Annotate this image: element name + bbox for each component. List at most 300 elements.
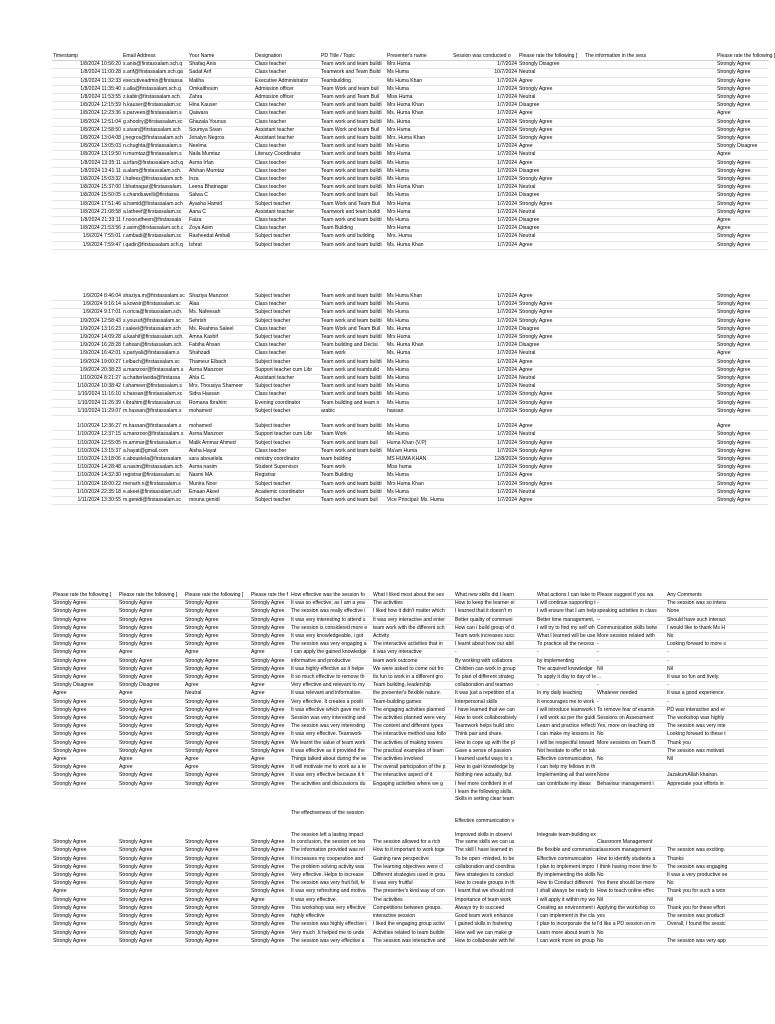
table-cell[interactable]: Strongly Agree <box>716 192 768 200</box>
table-cell[interactable]: Agree <box>250 682 290 690</box>
table-cell[interactable]: Teambuilding <box>320 77 386 85</box>
table-cell[interactable]: Strongly Agree <box>518 200 584 208</box>
table-cell[interactable]: Strongly Agree <box>716 94 768 102</box>
table-cell[interactable]: How to cope up with the pl <box>454 739 536 747</box>
table-cell[interactable]: Strongly Agree <box>250 608 290 616</box>
table-cell[interactable]: s.arif@firstassalam.sch.qa <box>122 69 188 77</box>
table-cell[interactable]: 1/7/2024 <box>452 217 518 225</box>
empty-cell[interactable] <box>518 271 584 278</box>
table-cell[interactable]: 1/9/2024 16:28:28 <box>52 342 122 350</box>
table-cell[interactable]: Strongly Agree <box>118 731 184 739</box>
table-cell[interactable]: 1/8/2024 13:04:08 <box>52 135 122 143</box>
table-cell[interactable]: Subject teacher <box>254 439 320 447</box>
table-cell[interactable]: Designation <box>254 53 320 61</box>
table-cell[interactable]: Strongly Agree <box>52 937 118 945</box>
table-cell[interactable]: h.kauser@firstassalam.sc <box>122 102 188 110</box>
table-cell[interactable]: Looking forward to more s <box>666 641 768 649</box>
table-cell[interactable]: Vice Principal: Ms. Huma <box>386 497 452 505</box>
table-cell[interactable]: Mrs Huma Khan <box>386 184 452 192</box>
table-cell[interactable]: I will continue supporting t <box>537 600 596 607</box>
table-cell[interactable] <box>584 61 716 69</box>
table-cell[interactable]: Team work and team buil <box>320 439 386 447</box>
table-cell[interactable]: Class teacher <box>254 69 320 77</box>
table-cell[interactable]: Mrs Huma <box>386 126 452 134</box>
table-cell[interactable]: Ms. Huma <box>386 325 452 333</box>
table-cell[interactable]: The presenter's kind way of con <box>372 888 454 896</box>
table-cell[interactable]: Ishrat <box>188 241 254 249</box>
table-cell[interactable]: By working with collabora <box>454 657 536 665</box>
table-cell[interactable]: s.parveen@firstassalam.s <box>122 110 188 118</box>
empty-cell[interactable] <box>122 257 188 264</box>
table-cell[interactable]: Strongly Agree <box>716 488 768 496</box>
table-cell[interactable]: Strongly Agree <box>250 880 290 888</box>
table-cell[interactable]: Agree <box>184 649 250 657</box>
table-cell[interactable]: Qaiwara <box>188 110 254 118</box>
table-cell[interactable]: Team building, leadership <box>372 682 454 690</box>
table-cell[interactable]: Inza <box>188 176 254 184</box>
table-cell[interactable]: I can help my fellows in th <box>537 764 596 771</box>
table-cell[interactable]: Class teacher <box>254 61 320 69</box>
table-cell[interactable]: Class teacher <box>254 325 320 333</box>
table-cell[interactable]: Team work and team buildi <box>320 61 386 69</box>
table-cell[interactable]: Team Work and team Buil <box>320 126 386 134</box>
table-cell[interactable]: Strongly Agree <box>52 764 118 772</box>
table-cell[interactable]: In my daily teaching <box>536 690 596 698</box>
table-cell[interactable]: More sessions on Team B <box>596 739 666 747</box>
empty-cell[interactable] <box>716 249 768 257</box>
table-cell[interactable]: Strongly Agree <box>184 913 250 921</box>
table-cell[interactable]: Engaging activities where we g <box>372 780 454 788</box>
empty-cell[interactable] <box>52 803 118 810</box>
empty-cell[interactable] <box>596 825 666 832</box>
table-cell[interactable]: Agree <box>716 423 768 431</box>
table-cell[interactable]: Agree <box>518 241 584 249</box>
table-cell[interactable]: Agree <box>716 350 768 358</box>
empty-cell[interactable] <box>118 803 184 810</box>
table-cell[interactable]: - <box>666 657 768 665</box>
empty-cell[interactable] <box>596 803 666 810</box>
table-cell[interactable]: 1/7/2024 <box>452 431 518 439</box>
table-cell[interactable]: Neelma <box>188 143 254 151</box>
table-cell[interactable]: Class teacher <box>254 342 320 350</box>
empty-cell[interactable] <box>372 832 454 839</box>
table-cell[interactable]: Effective communication <box>536 855 596 863</box>
empty-cell[interactable] <box>250 803 290 810</box>
table-cell[interactable]: informative and productive <box>290 657 372 665</box>
table-cell[interactable]: Strongly Agree <box>518 447 584 455</box>
empty-cell[interactable] <box>596 810 666 817</box>
table-cell[interactable]: Better time management, <box>537 616 595 623</box>
table-cell[interactable]: Strongly Agree <box>716 85 768 93</box>
table-cell[interactable]: Mrs. Thousiya Shameer <box>188 383 254 391</box>
table-cell[interactable] <box>666 764 768 772</box>
table-cell[interactable]: Ms Huma Khan <box>386 77 452 85</box>
table-cell[interactable]: Class teacher <box>254 118 320 126</box>
table-cell[interactable]: Team work <box>320 464 386 472</box>
table-cell[interactable]: Mrs Huma Khan <box>386 102 452 110</box>
table-cell[interactable] <box>584 167 716 175</box>
table-cell[interactable]: 1/10/2024 8:21:27 <box>52 375 122 383</box>
table-cell[interactable]: Subject teacher <box>254 241 320 249</box>
table-cell[interactable] <box>584 159 716 167</box>
table-cell[interactable]: 1/7/2024 <box>452 143 518 151</box>
table-cell[interactable]: 1/10/2024 12:36:27 <box>52 423 122 431</box>
empty-cell[interactable] <box>452 279 518 286</box>
table-cell[interactable]: 1/7/2024 <box>452 208 518 216</box>
table-cell[interactable]: a.kowsir@firstassalam.sc <box>122 301 188 309</box>
table-cell[interactable]: Class teacher <box>254 217 320 225</box>
empty-cell[interactable] <box>320 257 386 264</box>
table-cell[interactable]: 1/9/2024 16:42:01 <box>52 350 122 358</box>
empty-cell[interactable] <box>386 271 452 278</box>
table-cell[interactable]: 1/7/2024 <box>452 61 518 69</box>
table-cell[interactable]: Strongly Agree <box>250 715 290 723</box>
table-cell[interactable]: Disagree <box>518 342 584 350</box>
table-cell[interactable]: Strongly Agree <box>118 780 184 788</box>
table-cell[interactable]: Strongly Agree <box>52 633 118 641</box>
table-cell[interactable]: PD Title / Topic <box>320 53 386 61</box>
table-cell[interactable]: Academic coordinator <box>254 488 320 496</box>
table-cell[interactable]: Strongly Agree <box>518 334 584 342</box>
table-cell[interactable]: Assistant teacher <box>254 375 320 383</box>
empty-cell[interactable] <box>666 810 768 817</box>
table-cell[interactable]: Strongly Agree <box>716 61 768 69</box>
empty-cell[interactable] <box>118 825 184 832</box>
table-cell[interactable]: Strongly Agree <box>716 366 768 374</box>
empty-cell[interactable] <box>52 264 122 271</box>
empty-cell[interactable] <box>716 271 768 278</box>
table-cell[interactable]: The engaging activities planned <box>372 706 454 714</box>
table-cell[interactable]: Ms Huma <box>386 301 452 309</box>
table-cell[interactable]: Strongly Agree <box>118 929 184 937</box>
table-cell[interactable]: Strongly Agree <box>118 904 184 912</box>
empty-cell[interactable] <box>52 257 122 264</box>
table-cell[interactable]: I liked the engaging group activi <box>372 921 454 929</box>
table-cell[interactable]: Subject teacher <box>254 407 320 415</box>
empty-cell[interactable] <box>188 264 254 271</box>
table-cell[interactable]: g.shoolry@firstassalam.sc <box>122 118 188 126</box>
empty-cell[interactable] <box>254 286 320 293</box>
table-cell[interactable]: I learn the following skills, <box>455 788 513 795</box>
table-cell[interactable]: Strongly Agree <box>250 888 290 896</box>
table-cell[interactable]: Strongly Agree <box>716 497 768 505</box>
table-cell[interactable]: Huma Khan (V.P) <box>386 439 452 447</box>
table-cell[interactable]: Agree <box>184 682 250 690</box>
table-cell[interactable]: Strongly Agree <box>250 706 290 714</box>
table-cell[interactable]: Strongly Agree <box>518 391 584 399</box>
table-cell[interactable]: Strongly Agree <box>518 439 584 447</box>
table-cell[interactable]: I think having more time fo <box>596 863 666 871</box>
table-cell[interactable] <box>584 69 716 77</box>
empty-cell[interactable] <box>290 818 372 825</box>
table-cell[interactable]: 1/7/2024 <box>452 488 518 496</box>
table-cell[interactable]: Shaziya Manzoor <box>188 293 254 301</box>
table-cell[interactable]: Strongly Agree <box>716 464 768 472</box>
table-cell[interactable]: Strongly Agree <box>184 863 250 871</box>
table-cell[interactable]: 1/7/2024 <box>452 447 518 455</box>
table-cell[interactable]: I can make my lessons in <box>537 731 595 738</box>
table-cell[interactable]: Team Work and Team Buil <box>320 200 386 208</box>
table-cell[interactable]: Strongly Agree <box>52 913 118 921</box>
table-cell[interactable]: - <box>536 649 596 657</box>
table-cell[interactable]: Strongly Agree <box>184 665 250 673</box>
table-cell[interactable]: Please rate the following [ <box>717 53 775 59</box>
table-cell[interactable]: Strongly Agree <box>118 896 184 904</box>
table-cell[interactable]: Ms. Reahma Saleel <box>188 325 254 333</box>
table-cell[interactable] <box>584 375 716 383</box>
table-cell[interactable]: 1/7/2024 <box>452 497 518 505</box>
table-cell[interactable]: 1/7/2024 <box>452 350 518 358</box>
table-cell[interactable]: What I liked most about the ses <box>372 592 454 600</box>
table-cell[interactable]: Teamwork and team buildi <box>320 208 386 216</box>
table-cell[interactable]: The content and different types <box>372 723 454 731</box>
table-cell[interactable]: 1/10/2024 22:35:18 <box>52 488 122 496</box>
table-cell[interactable]: 1/7/2024 <box>452 102 518 110</box>
empty-cell[interactable] <box>452 249 518 257</box>
table-cell[interactable]: Learn and practice reflecti <box>537 723 596 730</box>
table-cell[interactable]: Strongly Agree <box>184 847 250 855</box>
table-cell[interactable]: Team Work <box>320 431 386 439</box>
table-cell[interactable]: I learned that it doesn't m <box>454 608 536 616</box>
empty-cell[interactable] <box>184 810 250 817</box>
empty-cell[interactable] <box>122 264 188 271</box>
table-cell[interactable]: I will apply it within my wo <box>537 896 596 903</box>
table-cell[interactable]: 1/9/2024 20:38:23 <box>52 366 122 374</box>
table-cell[interactable]: Strongly Agree <box>118 863 184 871</box>
table-cell[interactable]: How to work collaboratively <box>454 715 536 723</box>
table-cell[interactable]: 1/8/2024 21:53:56 <box>52 225 122 233</box>
table-cell[interactable]: 1/8/2024 17:51:46 <box>52 200 122 208</box>
table-cell[interactable]: 1/7/2024 <box>452 85 518 93</box>
table-cell[interactable]: How can i build group of d <box>454 624 536 632</box>
table-cell[interactable]: Strongly Agree <box>250 855 290 863</box>
table-cell[interactable]: 1/8/2024 12:51:04 <box>52 118 122 126</box>
table-cell[interactable]: The session was highly effective i <box>290 921 372 929</box>
table-cell[interactable]: Munira Noor <box>188 480 254 488</box>
table-cell[interactable]: Strongly Agree <box>184 880 250 888</box>
table-cell[interactable]: Think pair and share. <box>454 731 536 739</box>
table-cell[interactable]: Strongly Agree <box>52 839 118 847</box>
empty-cell[interactable] <box>184 803 250 810</box>
table-cell[interactable]: PD was interactive and er <box>666 706 768 714</box>
table-cell[interactable]: Importance of team work <box>454 896 536 904</box>
empty-cell[interactable] <box>122 249 188 257</box>
table-cell[interactable]: How to create groups in th <box>454 880 536 888</box>
table-cell[interactable]: The session was very fruit full, fe <box>290 880 372 888</box>
table-cell[interactable]: r.saleel@firstassalam.sch <box>122 325 188 333</box>
table-cell[interactable]: Strongly Agree <box>184 633 250 641</box>
table-cell[interactable]: Team Building <box>320 225 386 233</box>
table-cell[interactable]: Strongly Agree <box>52 674 118 682</box>
table-cell[interactable]: Ahla C. <box>188 375 254 383</box>
table-cell[interactable]: Strongly Agree <box>118 657 184 665</box>
table-cell[interactable]: 1/8/2024 15:37:00 <box>52 184 122 192</box>
table-cell[interactable] <box>584 358 716 366</box>
table-cell[interactable]: Zahra <box>188 94 254 102</box>
empty-cell[interactable] <box>250 825 290 832</box>
table-cell[interactable]: Strongly Agree <box>52 600 118 608</box>
table-cell[interactable]: This workshop was very effective <box>290 904 372 912</box>
empty-cell[interactable] <box>452 264 518 271</box>
table-cell[interactable]: I can work more on group <box>537 937 595 944</box>
table-cell[interactable]: 1/7/2024 <box>452 439 518 447</box>
table-cell[interactable]: Evening coordinator <box>254 399 320 407</box>
table-cell[interactable]: Nil <box>596 896 666 904</box>
table-cell[interactable]: Ms Huma <box>386 391 452 399</box>
empty-cell[interactable] <box>584 416 716 424</box>
table-cell[interactable]: Strongly Agree <box>118 616 184 624</box>
table-cell[interactable]: Strongly Agree <box>518 456 584 464</box>
table-cell[interactable]: Team work and team buildi <box>320 317 386 325</box>
table-cell[interactable]: The session is considered more e <box>290 624 372 632</box>
table-cell[interactable]: 1/7/2024 <box>452 241 518 249</box>
table-cell[interactable]: Neutral <box>518 151 584 159</box>
table-cell[interactable]: Strongly Agree <box>118 674 184 682</box>
table-cell[interactable] <box>584 208 716 216</box>
table-cell[interactable]: It was effective as it provided the <box>290 747 372 755</box>
table-cell[interactable]: Ms Huma <box>386 159 452 167</box>
table-cell[interactable]: Strongly Agree <box>184 657 250 665</box>
table-cell[interactable] <box>584 85 716 93</box>
table-cell[interactable]: Timestamp <box>52 53 122 61</box>
table-cell[interactable]: Whatever needed <box>596 690 666 698</box>
table-cell[interactable]: What new skills did I learn <box>454 592 536 600</box>
empty-cell[interactable] <box>52 796 118 803</box>
table-cell[interactable]: Neutral <box>518 383 584 391</box>
table-cell[interactable]: Sessions on Assessment <box>596 715 666 723</box>
table-cell[interactable]: Asma Manzoor <box>188 431 254 439</box>
table-cell[interactable]: arabic <box>320 407 386 415</box>
table-cell[interactable]: I can implement in the cla <box>537 913 595 920</box>
table-cell[interactable]: Ms. Huma <box>386 118 452 126</box>
table-cell[interactable]: Ms Huma <box>386 472 452 480</box>
table-cell[interactable]: Thameur Elbach <box>188 358 254 366</box>
empty-cell[interactable] <box>254 257 320 264</box>
table-cell[interactable]: The session was very engaging a <box>290 641 372 649</box>
table-cell[interactable] <box>584 102 716 110</box>
table-cell[interactable]: Neutral <box>518 375 584 383</box>
table-cell[interactable]: To be open -minded, to be <box>454 855 536 863</box>
empty-cell[interactable] <box>320 249 386 257</box>
table-cell[interactable]: Neutral <box>518 350 584 358</box>
table-cell[interactable]: I gained skills in fostering <box>454 921 536 929</box>
table-cell[interactable] <box>584 488 716 496</box>
empty-cell[interactable] <box>254 279 320 286</box>
table-cell[interactable]: Interpersonal skills <box>454 698 536 706</box>
empty-cell[interactable] <box>122 279 188 286</box>
table-cell[interactable]: Class teacher <box>254 143 320 151</box>
table-cell[interactable]: Strongly Agree <box>184 698 250 706</box>
table-cell[interactable] <box>596 764 666 772</box>
table-cell[interactable]: Strongly Agree <box>716 77 768 85</box>
empty-cell[interactable] <box>716 264 768 271</box>
table-cell[interactable]: 1/10/2024 14:32:30 <box>52 472 122 480</box>
table-cell[interactable]: Team work and team buildi <box>320 334 386 342</box>
table-cell[interactable]: 1/7/2024 <box>452 366 518 374</box>
table-cell[interactable]: Any Comments <box>666 592 768 600</box>
table-cell[interactable]: It will motivate me to work as a te <box>290 764 372 772</box>
table-cell[interactable]: Subject teacher <box>254 497 320 505</box>
table-cell[interactable]: interactive session <box>372 913 454 921</box>
empty-cell[interactable] <box>666 825 768 832</box>
table-cell[interactable]: 1/7/2024 <box>452 77 518 85</box>
table-cell[interactable]: Strongly Agree <box>518 309 584 317</box>
table-cell[interactable]: Agree <box>118 690 184 698</box>
table-cell[interactable] <box>584 334 716 342</box>
table-cell[interactable]: Ms Huma <box>386 217 452 225</box>
table-cell[interactable]: Mrs Huma <box>386 225 452 233</box>
empty-cell[interactable] <box>372 810 454 817</box>
table-cell[interactable]: Strongly Agree <box>52 706 118 714</box>
table-cell[interactable]: Strongly Agree <box>118 747 184 755</box>
table-cell[interactable]: Please rate the following [ <box>184 592 250 600</box>
table-cell[interactable]: 1/7/2024 <box>452 423 518 431</box>
table-cell[interactable]: mohamed <box>188 407 254 415</box>
table-cell[interactable]: Always try to succeed <box>454 904 536 912</box>
table-cell[interactable]: It encourages me to work <box>537 698 595 705</box>
table-cell[interactable]: The overall participation of the p <box>372 764 454 772</box>
table-cell[interactable]: Team work and team buildi <box>320 241 386 249</box>
table-cell[interactable]: Gaining new perspective <box>372 855 454 863</box>
table-cell[interactable]: 1/11/2024 13:30:55 <box>52 497 122 505</box>
table-cell[interactable]: Admission officer <box>254 85 320 93</box>
empty-cell[interactable] <box>584 257 716 264</box>
table-cell[interactable] <box>584 325 716 333</box>
table-cell[interactable]: I'd like a PD session on m <box>596 921 666 929</box>
empty-cell[interactable] <box>320 264 386 271</box>
table-cell[interactable]: 1/9/2024 13:16:23 <box>52 325 122 333</box>
empty-cell[interactable] <box>184 825 250 832</box>
table-cell[interactable]: Team work and team buildi <box>320 488 386 496</box>
table-cell[interactable]: Strongly Agree <box>184 715 250 723</box>
table-cell[interactable]: More session related with <box>596 633 666 641</box>
empty-cell[interactable] <box>666 818 768 825</box>
table-cell[interactable]: Jonalyn Negros <box>188 135 254 143</box>
empty-cell[interactable] <box>452 286 518 293</box>
table-cell[interactable]: Strongly Agree <box>184 723 250 731</box>
table-cell[interactable]: Strongly Agree <box>184 780 250 788</box>
table-cell[interactable] <box>584 143 716 151</box>
table-cell[interactable]: Subject teacher <box>254 293 320 301</box>
table-cell[interactable]: Strongly Agree <box>250 633 290 641</box>
table-cell[interactable]: Strongly Agree <box>52 896 118 904</box>
table-cell[interactable]: Agree <box>716 151 768 159</box>
table-cell[interactable] <box>584 94 716 102</box>
table-cell[interactable] <box>584 366 716 374</box>
table-cell[interactable]: Strongly Agree <box>716 118 768 126</box>
table-cell[interactable]: Agree <box>518 423 584 431</box>
table-cell[interactable]: Ghazala Younus <box>188 118 254 126</box>
table-cell[interactable]: Agree <box>250 690 290 698</box>
table-cell[interactable]: I shall always be ready to <box>537 888 595 895</box>
table-cell[interactable]: Strongly Agree <box>52 739 118 747</box>
table-cell[interactable]: Subject teacher <box>254 383 320 391</box>
table-cell[interactable]: I feel more confident in ef <box>454 780 536 788</box>
table-cell[interactable]: Strongly Agree <box>52 772 118 780</box>
empty-cell[interactable] <box>716 286 768 293</box>
table-cell[interactable]: team work outcome <box>372 657 454 665</box>
table-cell[interactable]: the presenter's flexible nature. <box>372 690 454 698</box>
table-cell[interactable]: The problem solving activity was <box>290 863 372 871</box>
table-cell[interactable]: Should have such interact <box>666 616 768 624</box>
table-cell[interactable]: It increases my cooperation and <box>290 855 372 863</box>
table-cell[interactable]: 1/8/2024 13:19:50 <box>52 151 122 159</box>
table-cell[interactable] <box>584 241 716 249</box>
empty-cell[interactable] <box>386 279 452 286</box>
table-cell[interactable]: Strongly Agree <box>716 439 768 447</box>
table-cell[interactable]: Strongly Agree <box>716 358 768 366</box>
table-cell[interactable]: The activities planned were very <box>372 715 454 723</box>
